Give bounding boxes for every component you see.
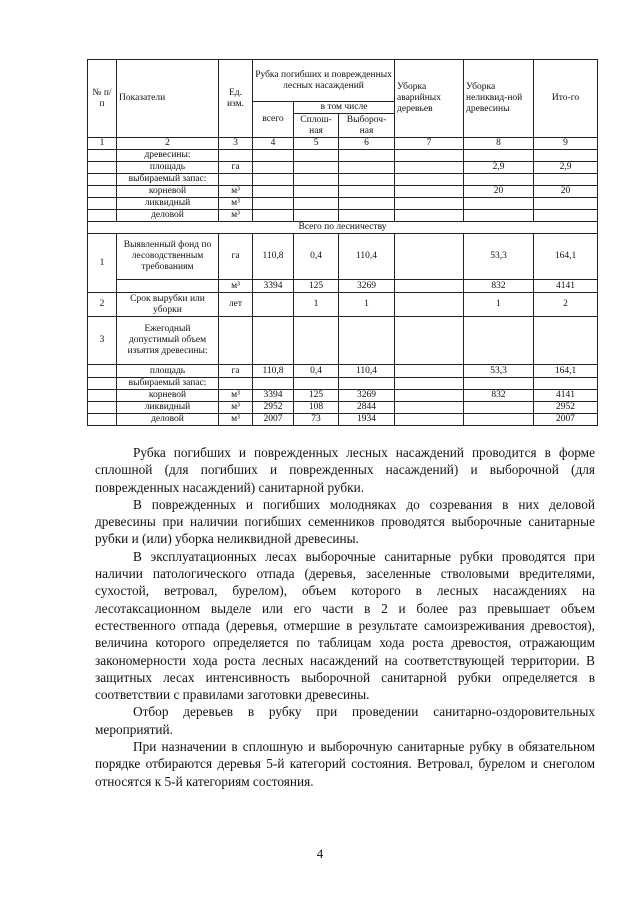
row-label: ликвидный <box>117 198 219 210</box>
cell: 108 <box>294 402 339 414</box>
cell: 4141 <box>534 390 598 402</box>
row-label: древесины: <box>117 150 219 162</box>
row-num: 1 <box>88 234 117 293</box>
table-row <box>88 174 598 186</box>
cell: 0,4 <box>294 365 339 378</box>
row-label: ликвидный <box>117 402 219 414</box>
row-label: деловой <box>117 414 219 426</box>
table-row <box>88 186 598 198</box>
table-row <box>88 402 598 414</box>
cell: 2 <box>534 293 598 317</box>
colnum: 1 <box>88 138 117 150</box>
cell: 2007 <box>534 414 598 426</box>
cell: 3269 <box>339 280 395 293</box>
cell: 1934 <box>339 414 395 426</box>
colnum-row <box>88 138 598 150</box>
cell: 110,8 <box>253 234 294 280</box>
cell: 2,9 <box>534 162 598 174</box>
row-unit: га <box>219 234 253 280</box>
table-row <box>88 365 598 378</box>
table-row <box>88 198 598 210</box>
colnum: 7 <box>395 138 464 150</box>
hdr-tomchisle: в том числе <box>294 102 395 114</box>
colnum: 4 <box>253 138 294 150</box>
body-text <box>95 444 595 790</box>
cell: 3394 <box>253 390 294 402</box>
cell: 2,9 <box>464 162 534 174</box>
cell: 1 <box>339 293 395 317</box>
cell: 20 <box>464 186 534 198</box>
row-unit: м³ <box>219 210 253 222</box>
paragraph: Рубка погибших и поврежденных лесных насаждений проводится в форме сплошной (для погибших и поврежденных насаждений) и выборочной (для поврежденных насаждений) санитарной рубки. <box>95 445 595 495</box>
row-unit: м³ <box>219 402 253 414</box>
row-unit: га <box>219 365 253 378</box>
paragraph: В поврежденных и погибших молодняках до созревания в них деловой древесины при наличии погибших семенников проводятся выборочные санитарные рубки и (или) уборка неликвидной древесины. <box>95 496 595 547</box>
row-label: Срок вырубки или уборки <box>117 293 219 317</box>
table-row <box>88 280 598 293</box>
table-row <box>88 414 598 426</box>
section-title: Всего по лесничеству <box>88 222 598 234</box>
row-num: 2 <box>88 293 117 317</box>
hdr-vsego: всего <box>253 102 294 138</box>
row-label: деловой <box>117 210 219 222</box>
cell: 2844 <box>339 402 395 414</box>
cell: 125 <box>294 280 339 293</box>
hdr-itogo: Ито-го <box>534 60 598 138</box>
cell: 53,3 <box>464 234 534 280</box>
cell: 832 <box>464 390 534 402</box>
hdr-num: № п/п <box>88 60 117 138</box>
paragraph: В эксплуатационных лесах выборочные санитарные рубки проводятся при наличии патологического отпада (деревья, заселенные стволовыми вредителями, сухостой, ветровал, бурелом), объем которого в лесных насаждениях на лесотаксационном выделе или его части в 2 и более раз превышает объем естественного отпада (деревья, отмершие в результате самоизреживания древостоя), величина которого определяется по таблицам хода роста древостоя, отражающим закономерности хода роста лесных насаждений на соответствующей территории. В защитных лесах интенсивность выборочной санитарной рубки определяется в соответствии с правилами заготовки древесины. <box>95 548 595 703</box>
paragraph: При назначении в сплошную и выборочную санитарные рубку в обязательном порядке отбираются деревья 5-й категорий состояния. Ветровал, бурелом и снеголом относятся к 5-й категориям состояния. <box>95 739 595 789</box>
cell: 125 <box>294 390 339 402</box>
cell: 4141 <box>534 280 598 293</box>
row-unit: м³ <box>219 414 253 426</box>
table-row <box>88 150 598 162</box>
hdr-vyb: Выбороч-ная <box>339 114 395 138</box>
cell: 2952 <box>534 402 598 414</box>
colnum: 2 <box>117 138 219 150</box>
cell: 110,4 <box>339 365 395 378</box>
cell: 3269 <box>339 390 395 402</box>
cell: 0,4 <box>294 234 339 280</box>
table-row <box>88 234 598 280</box>
row-label: корневой <box>117 390 219 402</box>
table-row <box>88 162 598 174</box>
cell: 20 <box>534 186 598 198</box>
hdr-rubka: Рубка погибших и поврежденных лесных насаждений <box>253 60 395 102</box>
row-label: корневой <box>117 186 219 198</box>
hdr-unit: Ед. изм. <box>219 60 253 138</box>
paragraph: Отбор деревьев в рубку при проведении санитарно-оздоровительных мероприятий. <box>95 704 595 737</box>
table-row <box>88 317 598 365</box>
row-label: Выявленный фонд по лесоводственным требованиям <box>117 234 219 280</box>
table-row <box>88 210 598 222</box>
forest-table <box>87 59 598 426</box>
table-row <box>88 390 598 402</box>
colnum: 5 <box>294 138 339 150</box>
cell: 110,8 <box>253 365 294 378</box>
row-label: площадь <box>117 162 219 174</box>
colnum: 9 <box>534 138 598 150</box>
table-row <box>88 378 598 390</box>
row-unit: м³ <box>219 186 253 198</box>
page-number: 4 <box>316 846 324 861</box>
cell: 164,1 <box>534 234 598 280</box>
hdr-nelikv: Уборка неликвид-ной древесины <box>464 60 534 138</box>
hdr-avar: Уборка аварийных деревьев <box>395 60 464 138</box>
cell: 1 <box>294 293 339 317</box>
colnum: 3 <box>219 138 253 150</box>
hdr-splosh: Сплош-ная <box>294 114 339 138</box>
row-label: выбираемый запас: <box>117 378 219 390</box>
row-label: площадь <box>117 365 219 378</box>
cell: 2952 <box>253 402 294 414</box>
row-unit: лет <box>219 293 253 317</box>
colnum: 8 <box>464 138 534 150</box>
cell: 110,4 <box>339 234 395 280</box>
row-unit: м³ <box>219 280 253 293</box>
row-unit: га <box>219 162 253 174</box>
row-label: Ежегодный допустимый объем изъятия древесины: <box>117 317 219 365</box>
cell: 164,1 <box>534 365 598 378</box>
hdr-indicators: Показатели <box>117 60 219 138</box>
cell: 3394 <box>253 280 294 293</box>
cell: 832 <box>464 280 534 293</box>
colnum: 6 <box>339 138 395 150</box>
cell: 53,3 <box>464 365 534 378</box>
row-unit: м³ <box>219 198 253 210</box>
header-row <box>88 60 598 102</box>
row-label: выбираемый запас: <box>117 174 219 186</box>
cell: 73 <box>294 414 339 426</box>
cell: 1 <box>464 293 534 317</box>
cell: 2007 <box>253 414 294 426</box>
row-unit: м³ <box>219 390 253 402</box>
table-row <box>88 293 598 317</box>
section-row <box>88 222 598 234</box>
row-num: 3 <box>88 317 117 365</box>
